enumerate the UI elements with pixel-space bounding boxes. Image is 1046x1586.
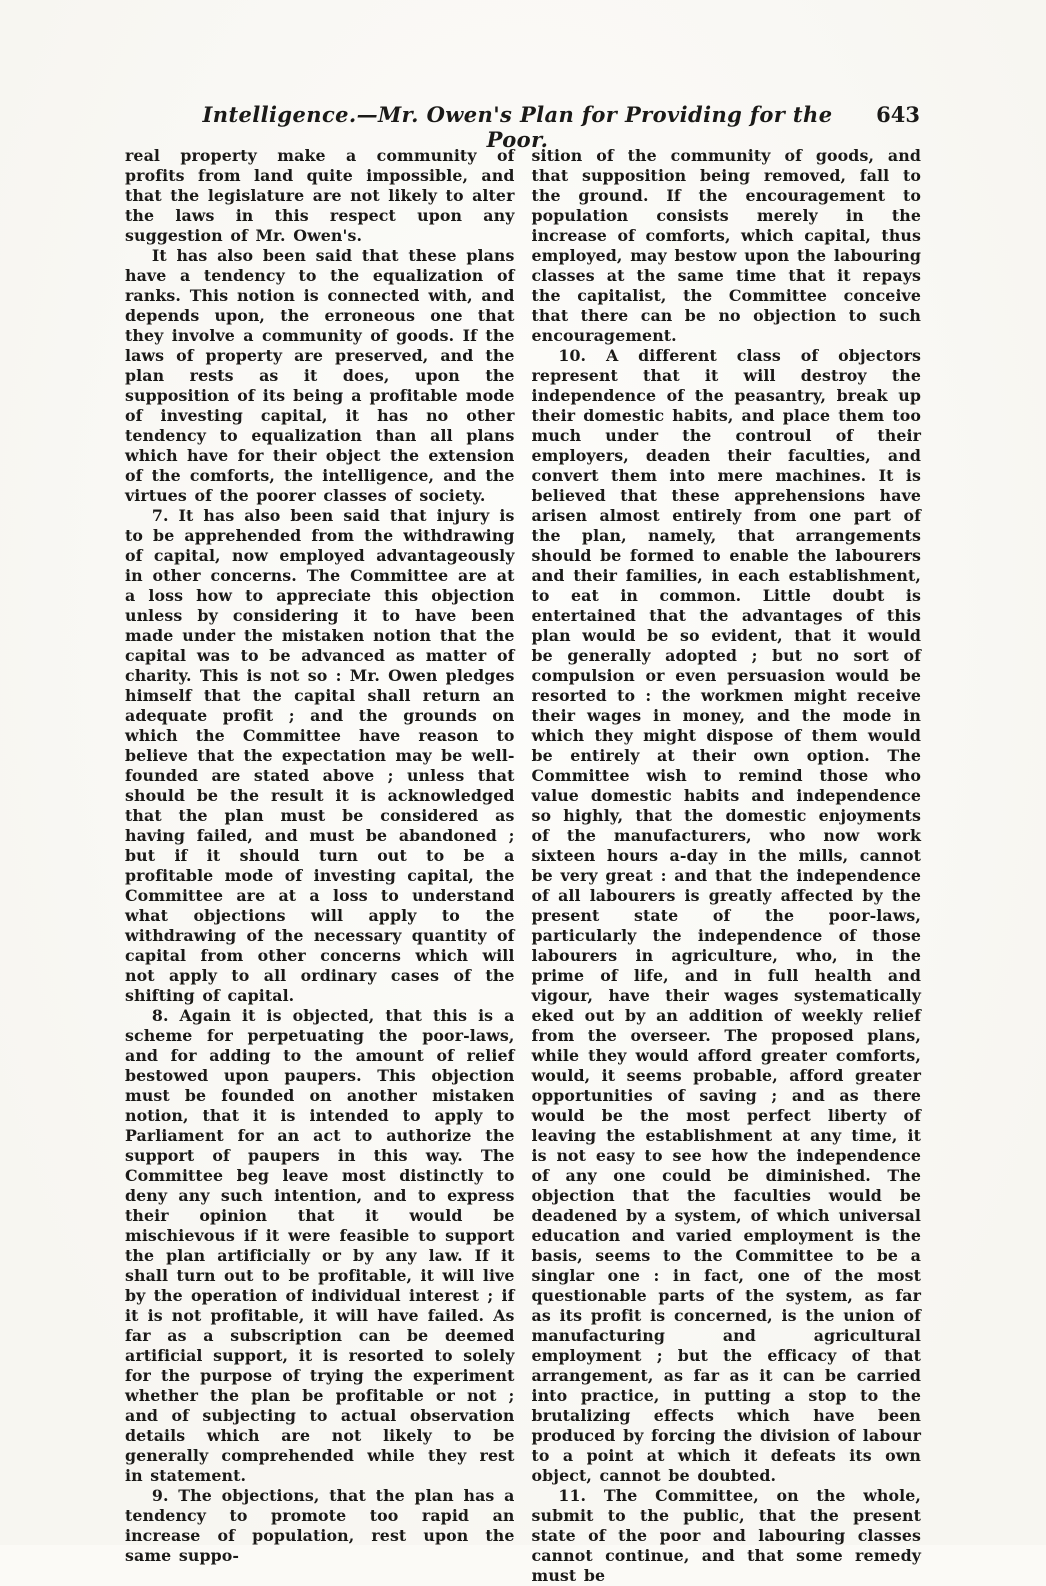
paragraph: 7. It has also been said that injury is to be apprehended from the withdrawing of capital, now employed advantageously in other concerns. The Committee are at a loss how to appreciate this objection unless by considering it to have been made under the mistaken notion that the capital was to be advanced as matter of charity. This is not so : Mr. Owen pledges himself that the capital shall return an adequate profit ; and the grounds on which the Committee have reason to believe that the expectation may be well-founded are stated above ; unless that should be the result it is acknowledged that the plan must be considered as having failed, and must be abandoned ; but if it should turn out to be a profitable mode of investing capital, the Committee are at a loss to understand what objections will apply to the withdrawing of the necessary quantity of capital from other concerns which will not apply to all ordinary cases of the shifting of capital. — [125, 506, 515, 1005]
paragraph: It has also been said that these plans have a tendency to the equalization of ranks. This notion is connected with, and depends upon, the erroneous one that they involve a community of goods. If the laws of property are preserved, and the plan rests as it does, upon the supposition of its being a profitable mode of investing capital, it has no other tendency to equalization than all plans which have for their object the extension of the comforts, the intelligence, and the virtues of the poorer classes of society. — [125, 246, 515, 505]
page-header — [125, 102, 920, 152]
paragraph: 9. The objections, that the plan has a tendency to promote too rapid an increase of population, rest upon the same suppo- — [125, 1486, 515, 1565]
text-columns — [125, 146, 921, 1586]
page-title: Intelligence.—Mr. Owen's Plan for Providing for the Poor. — [202, 102, 833, 152]
page-number: 643 — [876, 102, 920, 127]
paragraph: sition of the community of goods, and that supposition being removed, fall to the ground. If the encouragement to population consists merely in the increase of comforts, which capital, thus employed, may bestow upon the labouring classes at the same time that it repays the capitalist, the Committee conceive that there can be no objection to such encouragement. — [531, 146, 921, 345]
right-column — [532, 146, 922, 1586]
paragraph: 11. The Committee, on the whole, submit to the public, that the present state of the poor and labouring classes cannot continue, and that some remedy must be — [531, 1486, 921, 1585]
paragraph: real property make a community of profits from land quite impossible, and that the legislature are not likely to alter the laws in this respect upon any suggestion of Mr. Owen's. — [125, 146, 515, 245]
paragraph: 10. A different class of objectors represent that it will destroy the independence of the peasantry, break up their domestic habits, and place them too much under the controul of their employers, deaden their faculties, and convert them into mere machines. It is believed that these apprehensions have arisen almost entirely from one part of the plan, namely, that arrangements should be formed to enable the labourers and their families, in each establishment, to eat in common. Little doubt is entertained that the advantages of this plan would be so evident, that it would be generally adopted ; but no sort of compulsion or even persuasion would be resorted to : the workmen might receive their wages in money, and the mode in which they might dispose of them would be entirely at their own option. The Committee wish to remind those who value domestic habits and independence so highly, that the domestic enjoyments of the manufacturers, who now work sixteen hours a-day in the mills, cannot be very great : and that the independence of all labourers is greatly affected by the present state of the poor-laws, particularly the independence of those labourers in agriculture, who, in the prime of life, and in full health and vigour, have their wages systematically eked out by an addition of weekly relief from the overseer. The proposed plans, while they would afford greater comforts, would, it seems probable, afford greater opportunities of saving ; and as there would be the most perfect liberty of leaving the establishment at any time, it is not easy to see how the independence of any one could be diminished. The objection that the faculties would be deadened by a system, of which universal education and varied employment is the basis, seems to the Committee to be a singlar one : in fact, one of the most questionable parts of the system, as far as its profit is concerned, is the union of manufacturing and agricultural employment ; but the efficacy of that arrangement, as far as it can be carried into practice, in putting a stop to the brutalizing effects which have been produced by forcing the division of labour to a point at which it defeats its own object, cannot be doubted. — [531, 346, 921, 1485]
left-column — [125, 146, 515, 1586]
paragraph: 8. Again it is objected, that this is a scheme for perpetuating the poor-laws, and for adding to the amount of relief bestowed upon paupers. This objection must be founded on another mistaken notion, that it is intended to apply to Parliament for an act to authorize the support of paupers in this way. The Committee beg leave most distinctly to deny any such intention, and to express their opinion that it would be mischievous if it were feasible to support the plan artificially or by any law. If it shall turn out to be profitable, it will live by the operation of individual interest ; if it is not profitable, it will have failed. As far as a subscription can be deemed artificial support, it is resorted to solely for the purpose of trying the experiment whether the plan be profitable or not ; and of subjecting to actual observation details which are not likely to be generally comprehended while they rest in statement. — [125, 1006, 515, 1485]
